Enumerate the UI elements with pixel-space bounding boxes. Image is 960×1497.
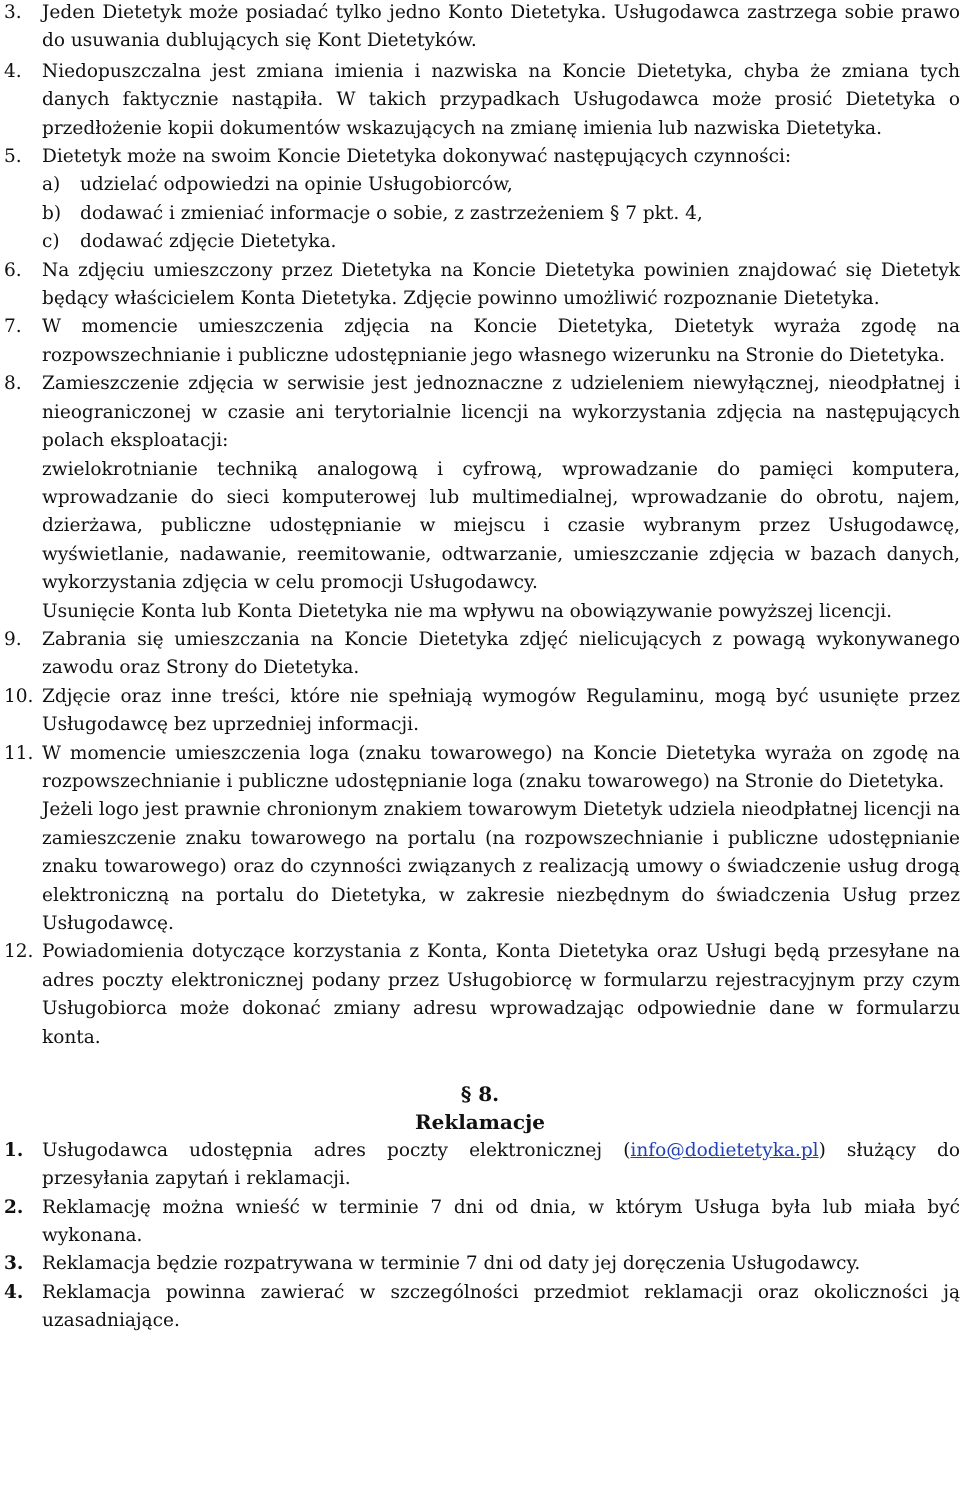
item-number: 7. <box>4 316 22 338</box>
item-number: 3. <box>4 2 22 23</box>
section-number: § 8. <box>460 1082 500 1107</box>
item-text: Niedopuszczalna jest zmiana imienia i nazwiska na Koncie Dietetyka, chyba że zmiana tych danych faktycznie nastąpiła. W takich przypadkach Usługodawca może prosić Dietetyka o przedłożenie kopii dokumentów wskazujących na zmianę imienia lub nazwiska Dietetyka. <box>42 60 960 139</box>
list-item <box>0 740 960 797</box>
sub-item <box>0 228 960 256</box>
list-item <box>0 626 960 683</box>
item-number: 10. <box>4 685 34 707</box>
sub-item <box>0 171 960 199</box>
list-item <box>0 1250 960 1278</box>
section-title: Reklamacje <box>414 1110 546 1135</box>
item-text: Reklamację można wnieść w terminie 7 dni od dnia, w którym Usługa była lub miała być wykonana. <box>42 1196 960 1247</box>
paragraph: Usunięcie Konta lub Konta Dietetyka nie ma wpływu na obowiązywanie powyższej licencji. <box>42 600 893 622</box>
item-number: 8. <box>4 373 22 395</box>
item-text: Powiadomienia dotyczące korzystania z Konta, Konta Dietetyka oraz Usługi będą przesyłane na adres poczty elektronicznej podany przez Usługobiorcę w formularzu rejestracyjnym przy czym Usługobiorca może dokonać zmiany adresu wprowadzając odpowiednie dane w formularzu konta. <box>42 941 960 1048</box>
list-item <box>0 370 960 455</box>
item-text: Reklamacja powinna zawierać w szczególności przedmiot reklamacji oraz okoliczności ją uzasadniające. <box>42 1281 960 1332</box>
item-text: Zamieszczenie zdjęcia w serwisie jest jednoznaczne z udzieleniem niewyłącznej, nieodpłatnej i nieograniczonej w czasie ani terytorialnie licencji na wykorzystania zdjęcia na następujących polach eksploatacji: <box>42 373 960 452</box>
list-item <box>0 58 960 143</box>
item-number: 4. <box>4 1281 24 1303</box>
list-item <box>0 0 960 56</box>
item-number: 2. <box>4 1196 24 1218</box>
item-text: Zdjęcie oraz inne treści, które nie spełniają wymogów Regulaminu, mogą być usunięte przez Usługodawcę bez uprzedniej informacji. <box>42 685 960 736</box>
email-link[interactable]: info@dodietetyka.pl <box>630 1139 819 1161</box>
list-item <box>0 938 960 1052</box>
item-text-before: Usługodawca udostępnia adres poczty elektronicznej ( <box>42 1139 631 1161</box>
sub-item-letter: b) <box>42 202 62 224</box>
list-item <box>0 257 960 314</box>
list-item <box>0 1279 960 1336</box>
sub-item-letter: c) <box>42 231 60 253</box>
paragraph: Jeżeli logo jest prawnie chronionym znakiem towarowym Dietetyk udziela nieodpłatnej licencji na zamieszczenie znaku towarowego na portalu (na rozpowszechnianie i publiczne udostępnianie znaku towarowego) oraz do czynności związanych z realizacją umowy o świadczenie usług drogą elektroniczną na portalu do Dietetyka, w zakresie niezbędnym do świadczenia Usług przez Usługodawcę. <box>42 799 960 934</box>
item-text: Dietetyk może na swoim Koncie Dietetyka dokonywać następujących czynności: <box>42 146 792 168</box>
list-item <box>0 313 960 370</box>
item-text: Zabrania się umieszczania na Koncie Dietetyka zdjęć nielicujących z powagą wykonywanego zawodu oraz Strony do Dietetyka. <box>42 628 960 679</box>
item-number: 12. <box>4 941 34 963</box>
sub-item-text: dodawać i zmieniać informacje o sobie, z zastrzeżeniem § 7 pkt. 4, <box>80 202 703 224</box>
item-number: 4. <box>4 60 22 82</box>
item-number: 3. <box>4 1253 24 1275</box>
item-number: 11. <box>4 742 34 764</box>
list-item <box>0 1194 960 1251</box>
item-text: W momencie umieszczenia zdjęcia na Koncie Dietetyka, Dietetyk wyraża zgodę na rozpowszechnianie i publiczne udostępnianie jego własnego wizerunku na Stronie do Dietetyka. <box>42 316 960 366</box>
sub-item-text: udzielać odpowiedzi na opinie Usługobiorców, <box>80 174 513 196</box>
sub-item-text: dodawać zdjęcie Dietetyka. <box>80 231 337 253</box>
item-text-after: ) służący do przesyłania zapytań i reklamacji. <box>42 1139 960 1190</box>
list-item <box>0 143 960 171</box>
item-text: Reklamacja będzie rozpatrywana w terminie 7 dni od daty jej doręczenia Usługodawcy. <box>42 1253 861 1275</box>
item-text: Jeden Dietetyk może posiadać tylko jedno Konto Dietetyka. Usługodawca zastrzega sobie prawo do usuwania dublujących się Kont Dietetyków. <box>42 2 960 52</box>
list-item <box>0 683 960 740</box>
item-text: W momencie umieszczenia loga (znaku towarowego) na Koncie Dietetyka wyraża on zgodę na rozpowszechnianie i publiczne udostępnianie loga (znaku towarowego) na Stronie do Dietetyka. <box>42 742 960 792</box>
list-item <box>0 1137 960 1194</box>
sub-item-letter: a) <box>42 174 61 196</box>
sub-item <box>0 200 960 228</box>
item-number: 1. <box>4 1139 24 1161</box>
paragraph: zwielokrotnianie techniką analogową i cyfrową, wprowadzanie do pamięci komputera, wprowadzanie do sieci komputerowej lub multimedialnej, wprowadzanie do obrotu, najem, dzierżawa, publiczne udostępnianie w miejscu i czasie wybranym przez Usługodawcę, wyświetlanie, nadawanie, reemitowanie, odtwarzanie, umieszczanie zdjęcia w bazach danych, wykorzystania zdjęcia w celu promocji Usługodawcy. <box>42 458 960 594</box>
item-number: 9. <box>4 628 22 650</box>
item-number: 5. <box>4 146 22 168</box>
item-text: Na zdjęciu umieszczony przez Dietetyka na Koncie Dietetyka powinien znajdować się Dietetyk będący właścicielem Konta Dietetyka. Zdjęcie powinno umożliwić rozpoznanie Dietetyka. <box>42 259 960 310</box>
item-number: 6. <box>4 259 22 281</box>
